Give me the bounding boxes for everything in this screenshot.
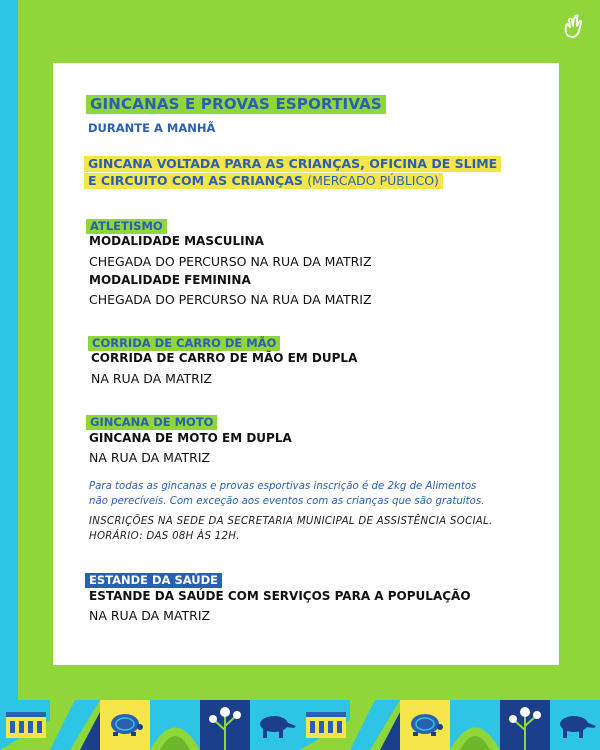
section-label-saude: ESTANDE DA SAÚDE bbox=[85, 569, 222, 588]
section-label-atletismo: ATLETISMO bbox=[86, 215, 167, 234]
note-line-4: HORÁRIO: DAS 08H ÀS 12H. bbox=[89, 531, 240, 542]
atletismo-line-4: CHEGADA DO PERCURSO NA RUA DA MATRIZ bbox=[89, 292, 372, 307]
building-icon bbox=[300, 700, 350, 750]
note-line-1: Para todas as gincanas e provas esportivas inscrição é de 2kg de Alimentos bbox=[89, 481, 477, 492]
tapir-icon bbox=[250, 700, 300, 750]
section-label-corrida: CORRIDA DE CARRO DE MÃO bbox=[88, 332, 280, 351]
stripe-tile bbox=[50, 700, 100, 750]
kids-event-line-1: GINCANA VOLTADA PARA AS CRIANÇAS, OFICINA DE SLIME bbox=[84, 153, 501, 172]
stripe-tile bbox=[350, 700, 400, 750]
note-line-3: INSCRIÇÕES NA SEDE DA SECRETARIA MUNICIPAL DE ASSISTÊNCIA SOCIAL. bbox=[89, 516, 493, 527]
note-line-2: não perecíveis. Com exceção aos eventos com as crianças que são gratuitos. bbox=[89, 496, 485, 507]
kids-event-line-2: E CIRCUITO COM AS CRIANÇAS (MERCADO PÚBLICO) bbox=[84, 170, 443, 189]
section-label-moto: GINCANA DE MOTO bbox=[86, 411, 217, 430]
turtle-icon bbox=[100, 700, 150, 750]
corrida-line-1: CORRIDA DE CARRO DE MÃO EM DUPLA bbox=[91, 351, 358, 365]
moto-line-2: NA RUA DA MATRIZ bbox=[89, 450, 211, 465]
cotton-flower-icon bbox=[500, 700, 550, 750]
hill-icon bbox=[150, 700, 200, 750]
cotton-flower-icon bbox=[200, 700, 250, 750]
hand-logo-icon bbox=[560, 14, 586, 40]
content-card bbox=[53, 63, 559, 665]
atletismo-line-2: CHEGADA DO PERCURSO NA RUA DA MATRIZ bbox=[89, 254, 372, 269]
footer-pattern bbox=[0, 700, 600, 750]
moto-line-1: GINCANA DE MOTO EM DUPLA bbox=[89, 431, 292, 445]
main-title: GINCANAS E PROVAS ESPORTIVAS bbox=[86, 94, 386, 114]
tapir-icon bbox=[550, 700, 600, 750]
building-icon bbox=[0, 700, 50, 750]
hill-icon bbox=[450, 700, 500, 750]
subtitle-morning: DURANTE A MANHÃ bbox=[88, 121, 216, 135]
turtle-icon bbox=[400, 700, 450, 750]
left-accent-stripe bbox=[0, 0, 18, 700]
saude-line-1: ESTANDE DA SAÚDE COM SERVIÇOS PARA A POPULAÇÃO bbox=[89, 589, 471, 603]
corrida-line-2: NA RUA DA MATRIZ bbox=[91, 371, 213, 386]
atletismo-line-3: MODALIDADE FEMININA bbox=[89, 273, 251, 287]
saude-line-2: NA RUA DA MATRIZ bbox=[89, 608, 211, 623]
atletismo-line-1: MODALIDADE MASCULINA bbox=[89, 234, 264, 248]
